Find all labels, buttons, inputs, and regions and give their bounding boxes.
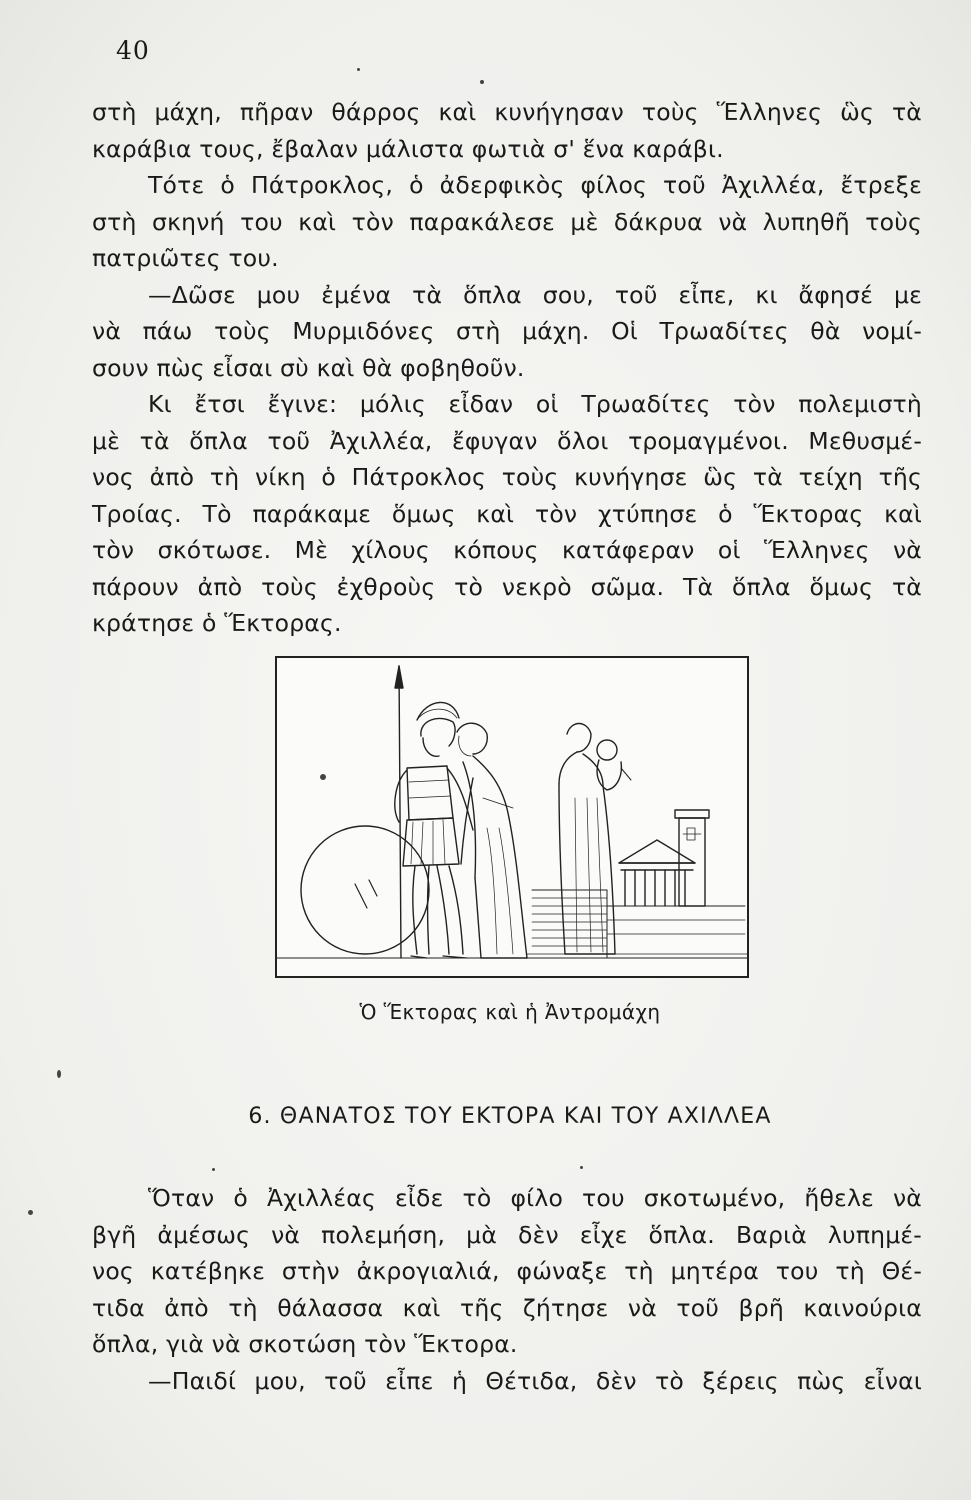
text-line: στὴ σκηνή του καὶ τὸν παρακάλεσε μὲ δάκρυα νὰ λυπηθῆ τοὺς (92, 207, 922, 236)
text-line: Ὅταν ὁ Ἀχιλλέας εἶδε τὸ φίλο του σκοτωμένο, ἤθελε νὰ (148, 1184, 922, 1212)
text-line: νὰ πάω τοὺς Μυρμιδόνες στὴ μάχη. Οἱ Τρωαδίτες θὰ νομί- (92, 317, 922, 345)
illustration-hector-andromache (275, 656, 749, 978)
text-line: καράβια τους, ἔβαλαν μάλιστα φωτιὰ σ' ἕνα καράβι. (92, 134, 724, 163)
text-line: μὲ τὰ ὅπλα τοῦ Ἀχιλλέα, ἔφυγαν ὅλοι τρομαγμένοι. Μεθυσμέ- (92, 426, 922, 455)
text-line: βγῆ ἀμέσως νὰ πολεμήση, μὰ δὲν εἶχε ὅπλα. Βαριὰ λυπημέ- (92, 1220, 922, 1249)
tower (675, 810, 709, 906)
bottom-text-block (92, 1180, 922, 1399)
scan-speck (480, 80, 484, 84)
text-line: —Παιδί μου, τοῦ εἶπε ἡ Θέτιδα, δὲν τὸ ξέρεις πὼς εἶναι (148, 1366, 922, 1395)
scan-speck (28, 1210, 33, 1215)
text-line: πατριῶτες του. (92, 244, 279, 272)
scan-speck (357, 68, 360, 71)
text-line: στὴ μάχη, πῆραν θάρρος καὶ κυνήγησαν τοὺς Ἕλληνες ὣς τὰ (92, 98, 922, 126)
hector-figure (395, 702, 473, 958)
text-line: σουν πὼς εἶσαι σὺ καὶ θὰ φοβηθοῦν. (92, 353, 525, 382)
temple (619, 840, 695, 906)
text-line: τὸν σκότωσε. Μὲ χίλους κόπους κατάφεραν οἱ Ἕλληνες νὰ (92, 536, 922, 564)
andromache-figure (457, 723, 527, 958)
scan-speck (212, 1168, 215, 1171)
page-number: 40 (116, 36, 150, 65)
text-line: ὅπλα, γιὰ νὰ σκοτώση τὸν Ἕκτορα. (92, 1330, 518, 1358)
shield (301, 826, 429, 954)
text-line: Κι ἔτσι ἔγινε: μόλις εἶδαν οἱ Τρωαδίτες τὸν πολεμιστὴ (148, 390, 922, 418)
section-heading: 6. ΘΑΝΑΤΟΣ ΤΟΥ ΕΚΤΟΡΑ ΚΑΙ ΤΟΥ ΑΧΙΛΛΕΑ (248, 1104, 772, 1129)
text-line: κράτησε ὁ Ἕκτορας. (92, 609, 342, 637)
text-line: πάρουν ἀπὸ τοὺς ἐχθροὺς τὸ νεκρὸ σῶμα. Τὰ ὅπλα ὅμως τὰ (92, 572, 922, 601)
figure-caption: Ὁ Ἕκτορας καὶ ἡ Ἀντρομάχη (359, 1000, 661, 1024)
text-line: τιδα ἀπὸ τὴ θάλασσα καὶ τῆς ζήτησε νὰ τοῦ βρῆ καινούρια (92, 1293, 922, 1322)
nurse-with-child-figure (559, 724, 631, 955)
scan-speck (57, 1070, 61, 1078)
text-line: νος ἀπὸ τὴ νίκη ὁ Πάτροκλος τοὺς κυνήγησε ὣς τὰ τείχη τῆς (92, 463, 922, 491)
scan-speck (320, 774, 326, 780)
text-line: Τότε ὁ Πάτροκλος, ὁ ἀδερφικὸς φίλος τοῦ Ἀχιλλέα, ἔτρεξε (148, 171, 922, 199)
text-line: Τροίας. Τὸ παράκαμε ὅμως καὶ τὸν χτύπησε ὁ Ἕκτορας καὶ (92, 499, 922, 528)
text-line: —Δῶσε μου ἐμένα τὰ ὅπλα σου, τοῦ εἶπε, κι ἄφησέ με (148, 280, 922, 309)
spear (395, 666, 403, 958)
text-line: νος κατέβηκε στὴν ἀκρογιαλιά, φώναξε τὴ μητέρα του τὴ Θέ- (92, 1257, 922, 1285)
scan-speck (580, 1166, 583, 1169)
top-text-block (92, 94, 922, 642)
